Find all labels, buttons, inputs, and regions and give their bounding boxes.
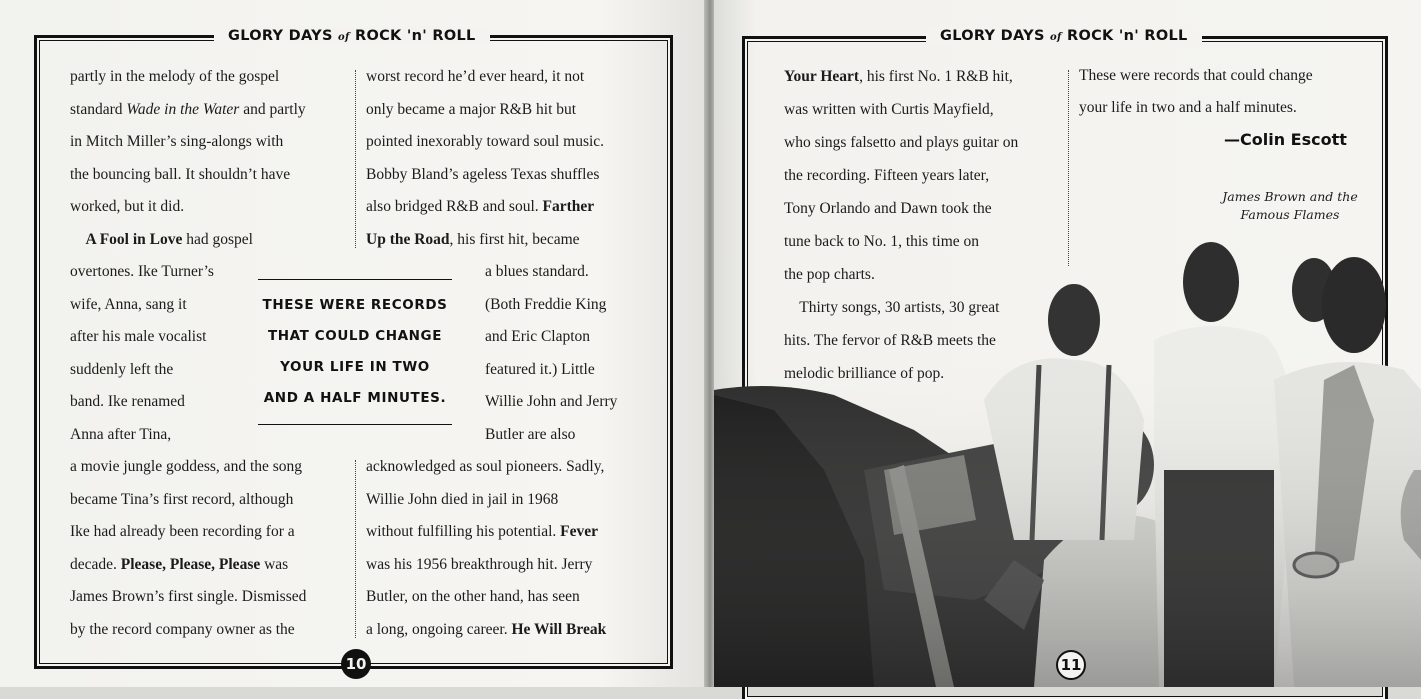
text-line xyxy=(70,262,214,282)
text-line xyxy=(70,522,295,542)
text-run: the pop charts. xyxy=(784,266,875,283)
text-line xyxy=(366,165,599,185)
text-line xyxy=(485,295,606,315)
text-line xyxy=(366,197,594,217)
text-run: Anna after Tina, xyxy=(70,425,172,443)
text-run: a blues standard. xyxy=(485,263,589,280)
pull-quote-line: THESE WERE RECORDS xyxy=(262,297,448,313)
text-line xyxy=(366,587,580,607)
text-run: Willie John died in jail in 1968 xyxy=(366,490,559,508)
header-title-part: ROCK 'n' ROLL xyxy=(1066,28,1188,44)
text-run: Ike had already been recording for a xyxy=(70,523,295,540)
text-line xyxy=(70,620,295,640)
text-run: (Both Freddie King xyxy=(485,295,607,313)
text-run: and partly xyxy=(239,100,306,118)
bold-title: Your Heart xyxy=(784,68,860,85)
text-run: became Tina’s first record, although xyxy=(70,490,294,508)
text-run: and Eric Clapton xyxy=(485,328,591,345)
text-line xyxy=(70,392,185,412)
text-line xyxy=(485,425,575,445)
text-line xyxy=(70,327,206,347)
text-run: your life in two and a half minutes. xyxy=(1079,99,1297,116)
text-run: Willie John and Jerry xyxy=(485,393,618,410)
text-line xyxy=(70,100,306,120)
italic-title: Wade in the Water xyxy=(126,100,240,118)
text-run: the bouncing ball. It shouldn’t have xyxy=(70,165,291,183)
bold-title: A Fool in Love xyxy=(85,230,183,248)
text-line xyxy=(1079,66,1313,86)
text-run: a long, ongoing career. xyxy=(366,620,512,638)
text-run: Tony Orlando and Dawn took the xyxy=(784,200,992,217)
header-title-part: GLORY DAYS xyxy=(940,28,1045,44)
column-divider xyxy=(355,70,356,248)
text-line xyxy=(366,620,606,640)
text-line xyxy=(485,262,589,282)
text-line xyxy=(70,490,293,510)
text-run: a movie jungle goddess, and the song xyxy=(70,458,303,475)
text-run: was his 1956 breakthrough hit. Jerry xyxy=(366,555,593,573)
text-run: tune back to No. 1, this time on xyxy=(784,233,980,250)
text-line xyxy=(70,555,288,575)
bold-title: He Will Break xyxy=(511,620,607,638)
text-line xyxy=(366,132,604,152)
header-title-part: ROCK 'n' ROLL xyxy=(354,28,476,44)
text-line xyxy=(70,197,184,217)
bold-title: Fever xyxy=(560,523,599,540)
text-line xyxy=(70,165,290,185)
text-run: These were records that could change xyxy=(1079,67,1313,84)
text-line xyxy=(366,457,604,477)
text-line xyxy=(784,364,944,384)
text-run: without fulfilling his potential. xyxy=(366,523,561,540)
header-of: of xyxy=(338,32,350,43)
header-of: of xyxy=(1050,32,1062,43)
photo-caption xyxy=(1222,188,1358,224)
text-line xyxy=(784,100,994,120)
text-run: Bobby Bland’s ageless Texas shuffles xyxy=(366,165,600,183)
text-line xyxy=(784,265,875,285)
text-line xyxy=(784,298,999,318)
text-run: James Brown’s first single. Dismissed xyxy=(70,588,307,605)
text-run: band. Ike renamed xyxy=(70,393,185,410)
text-line xyxy=(366,555,592,575)
bold-title: Farther xyxy=(542,198,595,215)
text-run: Butler, on the other hand, has seen xyxy=(366,588,580,605)
text-run: acknowledged as soul pioneers. Sadly, xyxy=(366,458,605,475)
text-line xyxy=(366,522,598,542)
text-run: , his first No. 1 R&B hit, xyxy=(859,68,1013,85)
bold-title: Up the Road xyxy=(366,230,450,248)
text-line xyxy=(784,67,1013,87)
text-line xyxy=(784,331,996,351)
caption-line: Famous Flames xyxy=(1240,207,1340,222)
text-run: only became a major R&B hit but xyxy=(366,100,577,118)
text-run: was written with Curtis Mayfield, xyxy=(784,101,994,118)
text-run: was xyxy=(260,555,289,573)
text-run: had gospel xyxy=(182,230,253,248)
text-run: suddenly left the xyxy=(70,360,174,378)
text-run: decade. xyxy=(70,555,121,573)
text-run xyxy=(70,231,86,248)
text-line xyxy=(70,457,302,477)
text-line xyxy=(70,295,187,315)
text-run: melodic brilliance of pop. xyxy=(784,365,945,382)
text-run: worst record he’d ever heard, it not xyxy=(366,68,585,85)
text-run: featured it.) Little xyxy=(485,360,595,378)
text-line xyxy=(70,425,171,445)
text-line xyxy=(1079,98,1297,118)
text-run: who sings falsetto and plays guitar on xyxy=(784,134,1019,151)
page-number: 11 xyxy=(1056,650,1086,680)
text-run: standard xyxy=(70,100,127,118)
text-run: by the record company owner as the xyxy=(70,620,295,638)
text-line xyxy=(784,133,1018,153)
pull-quote-line: THAT COULD CHANGE xyxy=(267,328,443,344)
text-line xyxy=(70,67,279,87)
pull-quote xyxy=(258,279,452,425)
pull-quote-line: YOUR LIFE IN TWO xyxy=(280,359,430,375)
text-run: partly in the melody of the gospel xyxy=(70,68,280,85)
page-number: 10 xyxy=(341,649,371,679)
text-line xyxy=(70,230,253,250)
text-line xyxy=(366,67,584,87)
text-line xyxy=(70,360,173,380)
text-line xyxy=(784,199,992,219)
text-line xyxy=(366,490,558,510)
text-run: , his first hit, became xyxy=(449,230,580,248)
text-run: hits. The fervor of R&B meets the xyxy=(784,332,996,349)
column-divider xyxy=(355,460,356,638)
text-line xyxy=(70,132,283,152)
text-run: worked, but it did. xyxy=(70,198,185,215)
text-line xyxy=(485,392,617,412)
text-line xyxy=(485,360,595,380)
left-page xyxy=(0,0,706,687)
author-signature: —Colin Escott xyxy=(1224,130,1347,149)
text-run: pointed inexorably toward soul music. xyxy=(366,133,605,150)
text-line xyxy=(784,232,979,252)
bold-title: Please, Please, Please xyxy=(120,555,261,573)
column-divider xyxy=(1068,70,1069,266)
text-run: Butler are also xyxy=(485,425,576,443)
text-line xyxy=(366,230,580,250)
text-line xyxy=(485,327,590,347)
text-run: the recording. Fifteen years later, xyxy=(784,167,990,184)
left-running-header xyxy=(214,26,490,46)
text-line xyxy=(70,587,306,607)
text-line xyxy=(366,100,576,120)
text-run: also bridged R&B and soul. xyxy=(366,198,543,215)
text-run: Thirty songs, 30 artists, 30 great xyxy=(784,299,1000,316)
right-page xyxy=(714,0,1421,687)
text-run: wife, Anna, sang it xyxy=(70,295,187,313)
caption-line: James Brown and the xyxy=(1222,189,1358,204)
text-run: in Mitch Miller’s sing-alongs with xyxy=(70,133,284,150)
text-run: overtones. Ike Turner’s xyxy=(70,263,214,280)
text-run: after his male vocalist xyxy=(70,328,207,345)
pull-quote-line: AND A HALF MINUTES. xyxy=(263,390,447,406)
header-title-part: GLORY DAYS xyxy=(228,28,333,44)
text-line xyxy=(784,166,989,186)
